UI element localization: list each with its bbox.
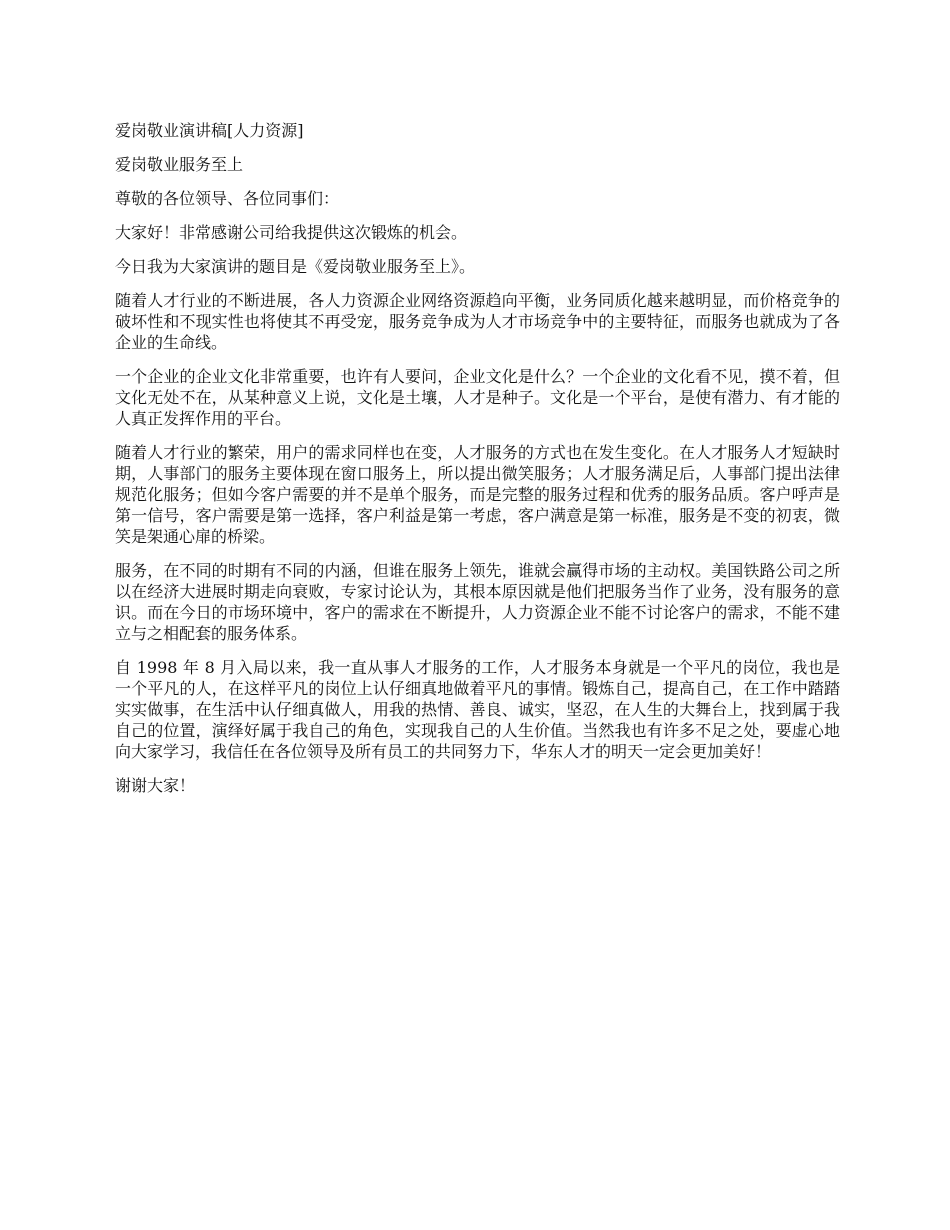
body-paragraph: 一个企业的企业文化非常重要，也许有人要问，企业文化是什么？一个企业的文化看不见，摸不着，但文化无处不在，从某种意义上说，文化是土壤，人才是种子。文化是一个平台，是使有潜力、有才能的人真正发挥作用的平台。 [115, 367, 840, 428]
closing-paragraph: 谢谢大家！ [115, 776, 196, 795]
document-page [115, 120, 840, 809]
topic-paragraph: 今日我为大家演讲的题目是《爱岗敬业服务至上》。 [115, 257, 476, 276]
body-paragraph: 随着人才行业的繁荣，用户的需求同样也在变，人才服务的方式也在发生变化。在人才服务人才短缺时期，人事部门的服务主要体现在窗口服务上，所以提出微笑服务；人才服务满足后，人事部门提出法律规范化服务；但如今客户需要的并不是单个服务，而是完整的服务过程和优秀的服务品质。客户呼声是第一信号，客户需要是第一选择，客户利益是第一考虑，客户满意是第一标准，服务是不变的初衷，微笑是架通心扉的桥梁。 [115, 443, 840, 546]
body-paragraph: 随着人才行业的不断进展，各人力资源企业网络资源趋向平衡，业务同质化越来越明显，而价格竞争的破坏性和不现实性也将使其不再受宠，服务竞争成为人才市场竞争中的主要特征，而服务也就成为了各企业的生命线。 [115, 291, 840, 352]
document-title: 爱岗敬业演讲稿[人力资源] [115, 121, 304, 140]
salutation: 尊敬的各位领导、各位同事们： [115, 189, 340, 208]
body-paragraph: 自 1998 年 8 月入局以来，我一直从事人才服务的工作，人才服务本身就是一个平凡的岗位，我也是一个平凡的人，在这样平凡的岗位上认仔细真地做着平凡的事情。锻炼自己，提高自己，在工作中踏踏实实做事，在生活中认仔细真做人，用我的热情、善良、诚实，坚忍，在人生的大舞台上，找到属于我自己的位置，演绎好属于我自己的角色，实现我自己的人生价值。当然我也有许多不足之处，要虚心地向大家学习，我信任在各位领导及所有员工的共同努力下，华东人才的明天一定会更加美好！ [115, 658, 840, 761]
greeting-paragraph: 大家好！非常感谢公司给我提供这次锻炼的机会。 [115, 223, 468, 242]
document-subtitle: 爱岗敬业服务至上 [115, 155, 244, 174]
body-paragraph: 服务，在不同的时期有不同的内涵，但谁在服务上领先，谁就会赢得市场的主动权。美国铁路公司之所以在经济大进展时期走向衰败，专家讨论认为，其根本原因就是他们把服务当作了业务，没有服务的意识。而在今日的市场环境中，客户的需求在不断提升，人力资源企业不能不讨论客户的需求，不能不建立与之相配套的服务体系。 [115, 561, 840, 643]
